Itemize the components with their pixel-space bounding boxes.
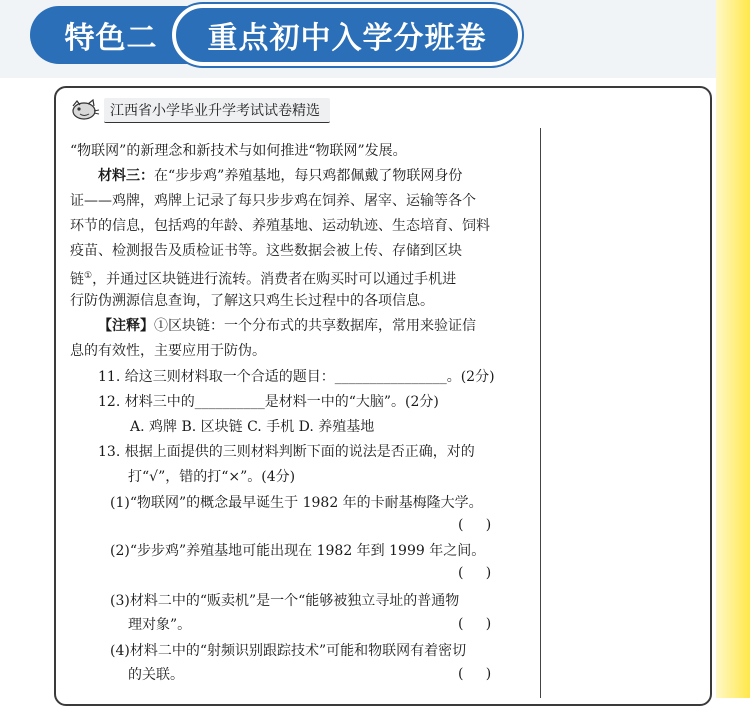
text-line bbox=[70, 265, 456, 291]
statement-3-cont: 理对象”。 bbox=[128, 617, 192, 633]
note-label: 【注释】 bbox=[98, 318, 154, 334]
question-11: 11. 给这三则材料取一个合适的题目：________________。(2分) bbox=[98, 369, 495, 385]
exam-header bbox=[70, 96, 330, 124]
text-span: 链 bbox=[70, 271, 84, 288]
answer-paren[interactable]: ( ) bbox=[458, 666, 492, 682]
section-tag bbox=[30, 6, 192, 64]
answer-paren[interactable]: ( ) bbox=[458, 517, 492, 533]
text-line: 行防伪溯源信息查询，了解这只鸡生长过程中的各项信息。 bbox=[70, 293, 434, 309]
statement-1: (1)“物联网”的概念最早诞生于 1982 年的卡耐基梅隆大学。 bbox=[110, 495, 483, 511]
tiger-logo-icon bbox=[70, 98, 100, 122]
statement-4: (4)材料二中的“射频识别跟踪技术”可能和物联网有着密切 bbox=[110, 643, 467, 659]
exam-title: 江西省小学毕业升学考试试卷精选 bbox=[104, 98, 330, 123]
text-line: 证——鸡牌，鸡牌上记录了每只步步鸡在饲养、屠宰、运输等各个 bbox=[70, 193, 476, 209]
yellow-edge-stripe bbox=[716, 0, 750, 698]
statement-2: (2)“步步鸡”养殖基地可能出现在 1982 年到 1999 年之间。 bbox=[110, 543, 486, 559]
material-three-line bbox=[98, 165, 462, 187]
material-three-label: 材料三： bbox=[98, 168, 154, 184]
note-text: 息的有效性，主要应用于防伪。 bbox=[70, 343, 266, 359]
note-line bbox=[98, 315, 476, 337]
note-text: ①区块链：一个分布式的共享数据库，常用来验证信 bbox=[154, 318, 476, 334]
text-line: “物联网”的新理念和新技术与如何推进“物联网”发展。 bbox=[70, 143, 407, 159]
text-line: 环节的信息，包括鸡的年龄、养殖基地、运动轨迹、生态培育、饲料 bbox=[70, 218, 490, 234]
footnote-marker: ① bbox=[84, 271, 93, 281]
text-line: 在“步步鸡”养殖基地，每只鸡都佩戴了物联网身份 bbox=[154, 168, 463, 184]
answer-paren[interactable]: ( ) bbox=[458, 616, 492, 632]
question-12: 12. 材料三中的__________是材料一中的“大脑”。(2分) bbox=[98, 394, 439, 410]
answer-paren[interactable]: ( ) bbox=[458, 565, 492, 581]
statement-4-cont: 的关联。 bbox=[128, 667, 184, 683]
section-title-banner bbox=[172, 4, 522, 66]
question-13: 13. 根据上面提供的三则材料判断下面的说法是否正确，对的 bbox=[98, 444, 475, 460]
text-line: 疫苗、检测报告及质检证书等。这些数据会被上传、存储到区块 bbox=[70, 243, 462, 259]
section-tag-label: 特色二 bbox=[64, 21, 158, 56]
text-span: ，并通过区块链进行流转。消费者在购买时可以通过手机进 bbox=[92, 271, 457, 288]
section-title: 重点初中入学分班卷 bbox=[207, 21, 487, 56]
column-divider bbox=[540, 128, 541, 698]
question-13-cont: 打“√”，错的打“×”。(4分) bbox=[128, 469, 296, 485]
statement-3: (3)材料二中的“贩卖机”是一个“能够被独立寻址的普通物 bbox=[110, 593, 460, 609]
question-12-options: A. 鸡牌 B. 区块链 C. 手机 D. 养殖基地 bbox=[130, 419, 375, 435]
